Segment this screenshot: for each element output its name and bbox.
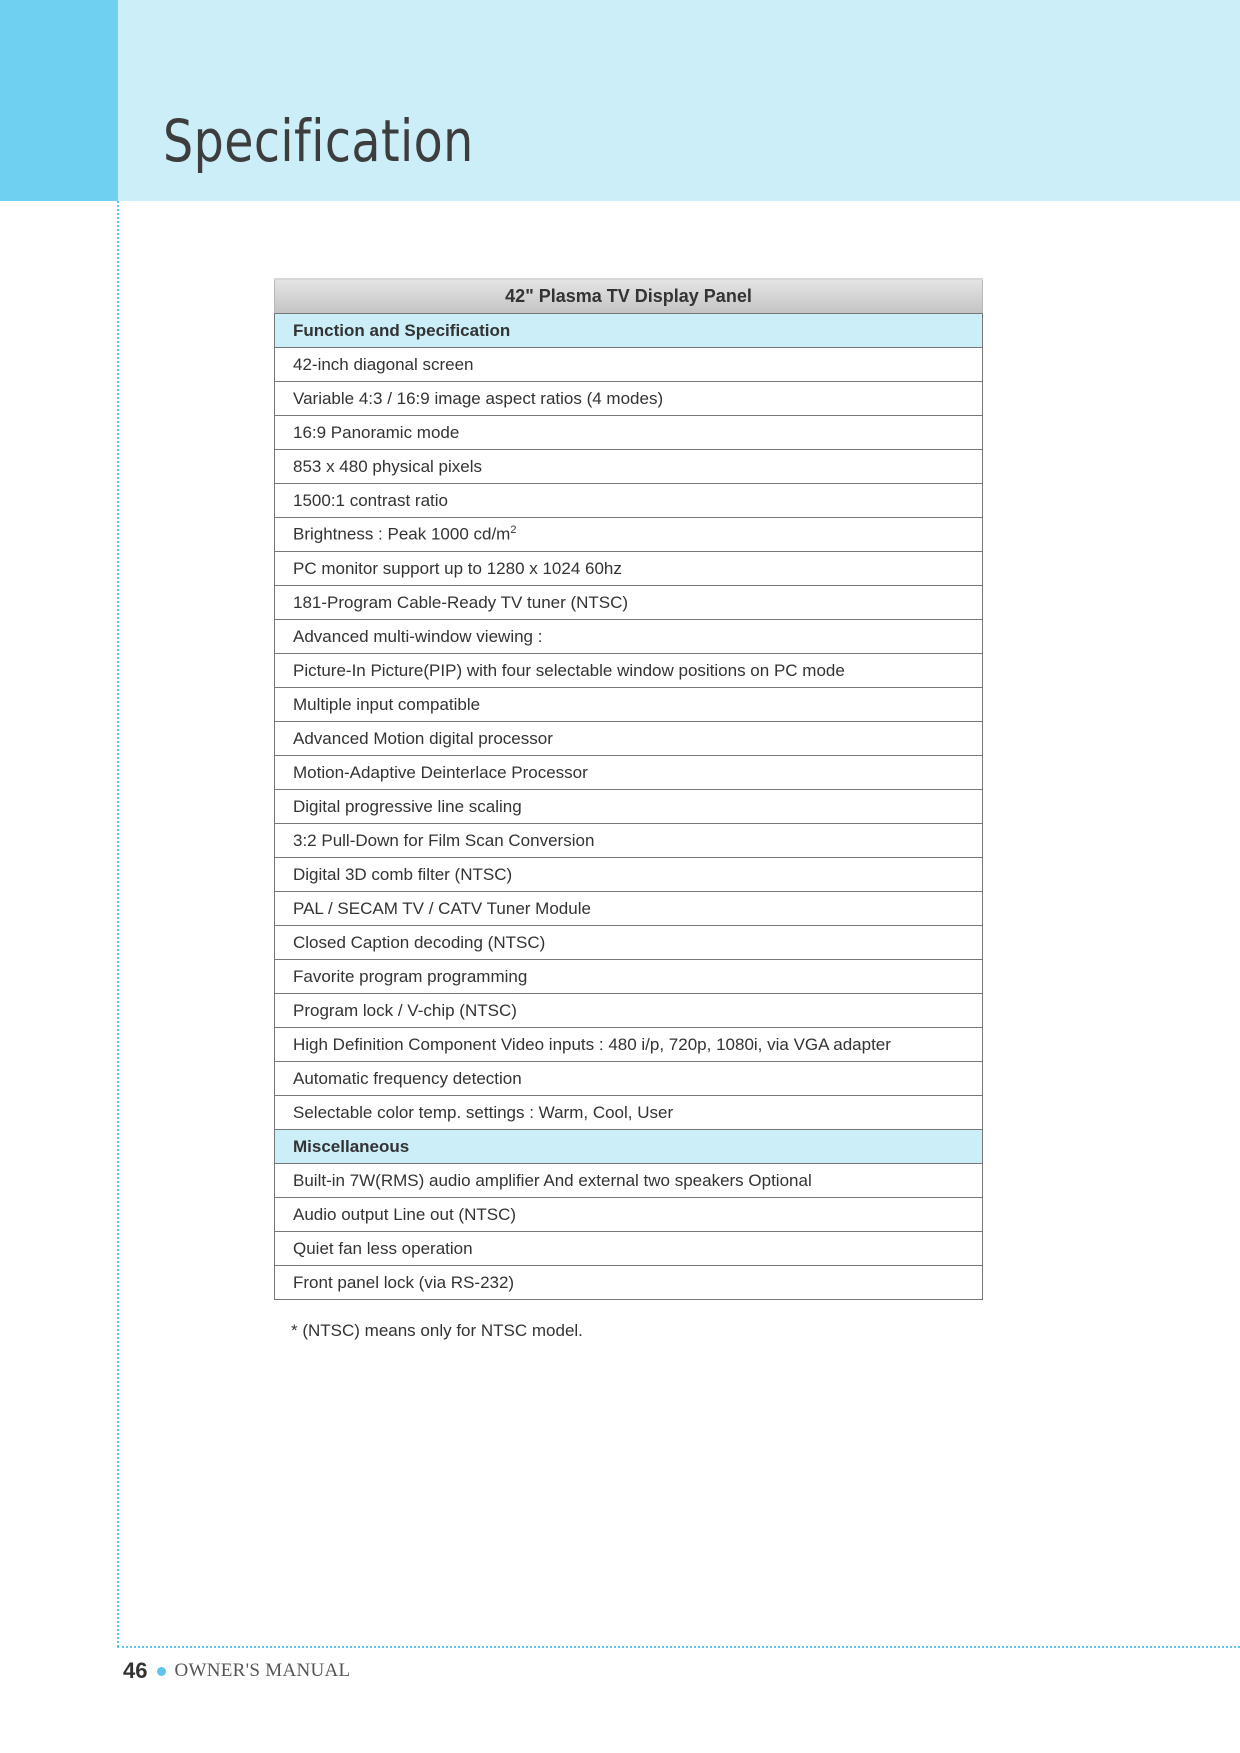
table-row (275, 552, 983, 586)
spec-item: Closed Caption decoding (NTSC) (275, 926, 983, 960)
table-caption: 42" Plasma TV Display Panel (275, 279, 983, 314)
spec-item: PAL / SECAM TV / CATV Tuner Module (275, 892, 983, 926)
spec-item: High Definition Component Video inputs : 480 i/p, 720p, 1080i, via VGA adapter (275, 1028, 983, 1062)
table-row (275, 722, 983, 756)
section-heading: Miscellaneous (275, 1130, 983, 1164)
table-row (275, 688, 983, 722)
spec-item-text: Brightness : Peak 1000 cd/m (293, 524, 511, 544)
table-row (275, 824, 983, 858)
footer-label: OWNER'S MANUAL (174, 1660, 351, 1681)
spec-item-superscript: 2 (510, 524, 517, 537)
spec-item: Digital 3D comb filter (NTSC) (275, 858, 983, 892)
page-title: Specification (163, 107, 474, 175)
header-accent-block (0, 0, 118, 201)
spec-item (275, 518, 983, 552)
spec-item: Advanced Motion digital processor (275, 722, 983, 756)
table-row (275, 960, 983, 994)
spec-item: Variable 4:3 / 16:9 image aspect ratios (4 modes) (275, 382, 983, 416)
spec-item: Digital progressive line scaling (275, 790, 983, 824)
table-caption-row (275, 279, 983, 314)
spec-item: 853 x 480 physical pixels (275, 450, 983, 484)
page-footer (123, 1656, 350, 1686)
table-row (275, 518, 983, 552)
spec-item: 1500:1 contrast ratio (275, 484, 983, 518)
spec-item: Advanced multi-window viewing : (275, 620, 983, 654)
bullet-dot-icon (157, 1667, 166, 1676)
spec-item: PC monitor support up to 1280 x 1024 60hz (275, 552, 983, 586)
section-heading-row (275, 1130, 983, 1164)
table-row (275, 1232, 983, 1266)
table-row (275, 926, 983, 960)
spec-item: Quiet fan less operation (275, 1232, 983, 1266)
spec-item: 16:9 Panoramic mode (275, 416, 983, 450)
table-row (275, 416, 983, 450)
table-row (275, 790, 983, 824)
table-row (275, 1062, 983, 1096)
spec-item: Motion-Adaptive Deinterlace Processor (275, 756, 983, 790)
table-row (275, 858, 983, 892)
spec-table (274, 278, 983, 1300)
spec-item: Built-in 7W(RMS) audio amplifier And external two speakers Optional (275, 1164, 983, 1198)
spec-item: Automatic frequency detection (275, 1062, 983, 1096)
table-row (275, 654, 983, 688)
spec-item: 181-Program Cable-Ready TV tuner (NTSC) (275, 586, 983, 620)
table-row (275, 620, 983, 654)
section-heading-row (275, 314, 983, 348)
footnote: * (NTSC) means only for NTSC model. (291, 1321, 583, 1340)
table-row (275, 382, 983, 416)
table-row (275, 586, 983, 620)
spec-item: Favorite program programming (275, 960, 983, 994)
spec-item: Multiple input compatible (275, 688, 983, 722)
spec-item: Audio output Line out (NTSC) (275, 1198, 983, 1232)
table-row (275, 348, 983, 382)
table-row (275, 484, 983, 518)
spec-item: Selectable color temp. settings : Warm, Cool, User (275, 1096, 983, 1130)
section-heading: Function and Specification (275, 314, 983, 348)
table-row (275, 994, 983, 1028)
table-row (275, 450, 983, 484)
spec-table-body (275, 314, 983, 1300)
left-dotted-rule (117, 201, 119, 1647)
spec-item: Program lock / V-chip (NTSC) (275, 994, 983, 1028)
table-row (275, 1198, 983, 1232)
table-row (275, 892, 983, 926)
table-row (275, 1096, 983, 1130)
table-row (275, 1266, 983, 1300)
spec-item: 42-inch diagonal screen (275, 348, 983, 382)
page-number: 46 (123, 1658, 148, 1683)
table-row (275, 1164, 983, 1198)
bottom-dotted-rule (117, 1646, 1240, 1648)
spec-item: Picture-In Picture(PIP) with four selectable window positions on PC mode (275, 654, 983, 688)
spec-item: Front panel lock (via RS-232) (275, 1266, 983, 1300)
table-row (275, 756, 983, 790)
table-row (275, 1028, 983, 1062)
spec-item: 3:2 Pull-Down for Film Scan Conversion (275, 824, 983, 858)
